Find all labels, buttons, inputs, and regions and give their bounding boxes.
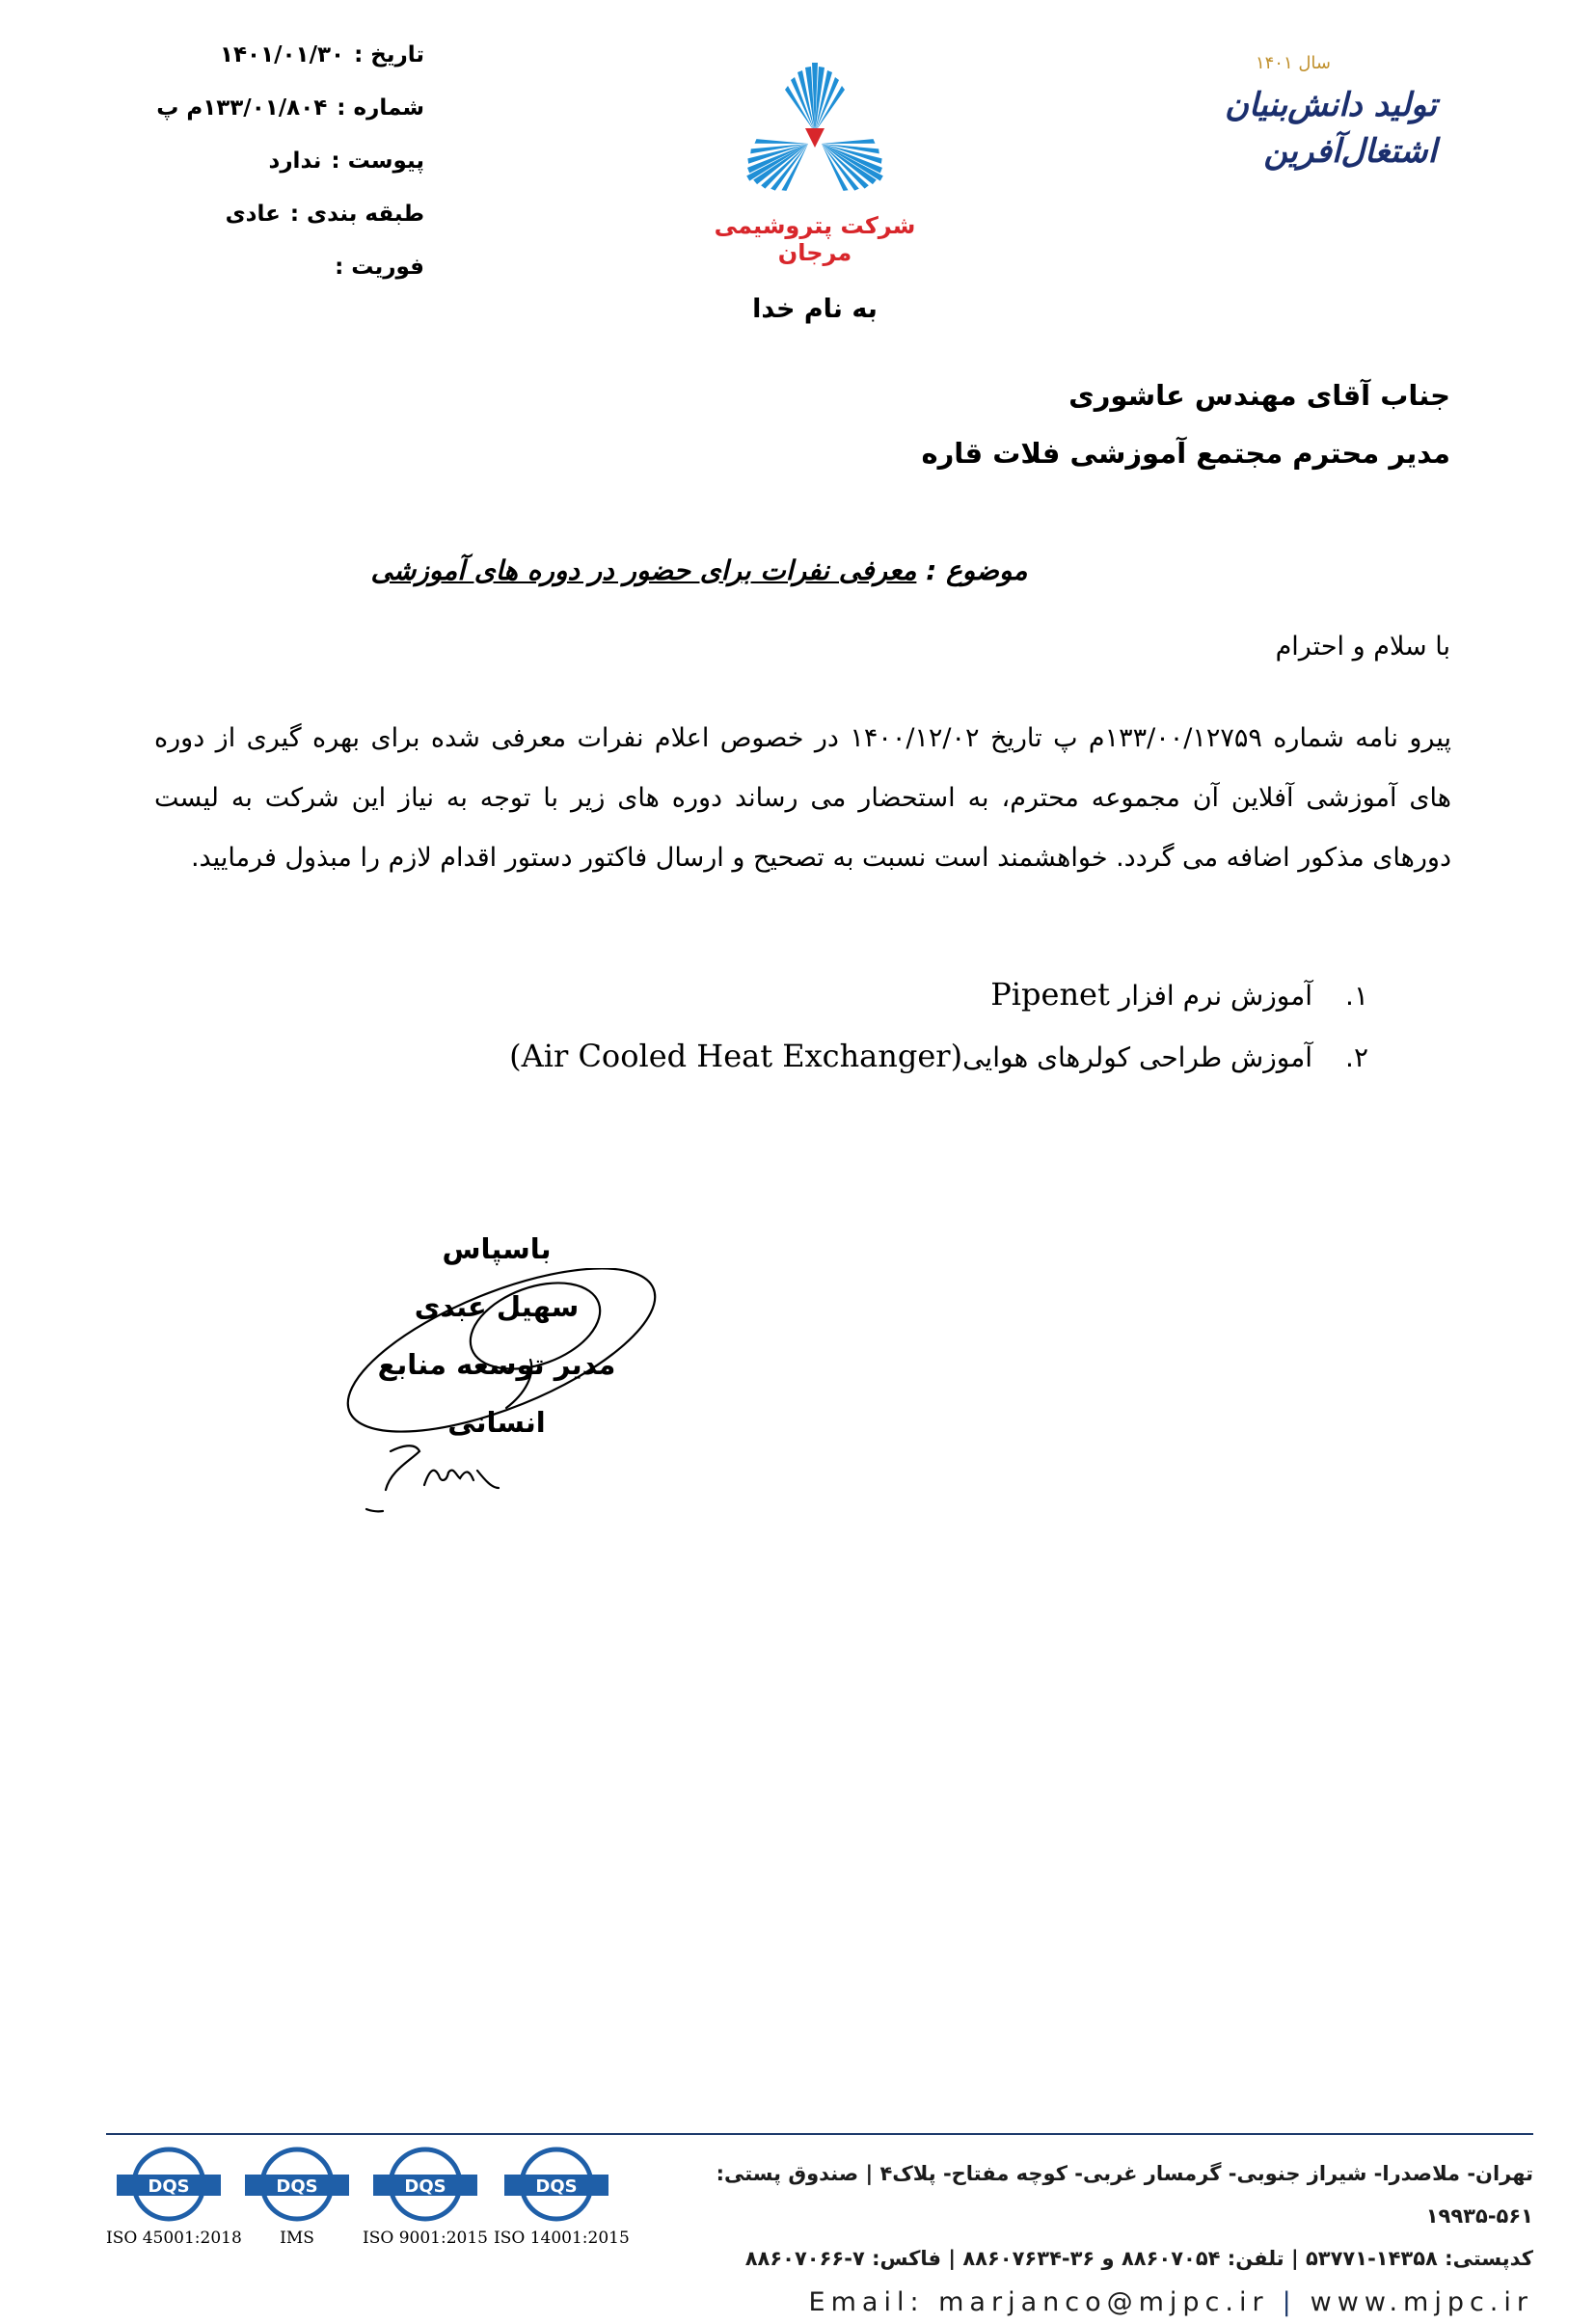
slogan-logo	[1196, 53, 1437, 222]
footer-address: تهران- ملاصدرا- شیراز جنوبی- گرمسار غربی- کوچه مفتاح- پلاک۴ | صندوق پستی: ۵۶۱-۱۹۹۳۵	[716, 2162, 1533, 2228]
footer-contact	[685, 2152, 1533, 2324]
dqs-cert-icon	[367, 2146, 483, 2223]
letter-meta	[156, 29, 424, 294]
addressee-title: مدیر محترم مجتمع آموزشی فلات قاره	[921, 437, 1450, 470]
cert-iso-45001	[106, 2146, 242, 2252]
addressee-name: جناب آقای مهندس عاشوری	[1068, 379, 1450, 412]
meta-number: شماره :۱۳۳/۰۱/۸۰۴م پ	[156, 95, 424, 121]
handwritten-signature-icon	[333, 1268, 661, 1528]
list-item	[308, 1026, 1368, 1088]
meta-urgency: فوریت :	[335, 255, 424, 280]
dqs-cert-icon	[499, 2146, 614, 2223]
cert-label: IMS	[280, 2229, 314, 2248]
cert-mark: DQS	[535, 2176, 578, 2197]
list-item-number: ۲.	[1345, 1041, 1368, 1073]
cert-label: ISO 14001:2015	[494, 2229, 630, 2248]
footer-website[interactable]: www.mjpc.ir	[1310, 2287, 1533, 2317]
slogan-text: تولید دانش‌بنیان اشتغال‌آفرین	[1224, 86, 1437, 171]
besmellah: به نام خدا	[752, 294, 878, 324]
company-logo	[694, 39, 935, 266]
addressee	[486, 366, 1450, 482]
footer-web	[685, 2282, 1533, 2324]
list-item-text: آموزش طراحی کولرهای هوایی	[962, 1041, 1312, 1073]
dqs-cert-icon	[239, 2146, 355, 2223]
course-list	[308, 964, 1368, 1088]
dqs-cert-icon	[111, 2146, 227, 2223]
cert-label: ISO 45001:2018	[106, 2229, 242, 2248]
list-item-number: ۱.	[1345, 980, 1368, 1012]
cert-iso-14001	[494, 2146, 630, 2252]
footer-separator: |	[1282, 2287, 1297, 2317]
signer-title: مدیر توسعه منابع انسانی	[377, 1348, 616, 1439]
body-paragraph: پیرو نامه شماره ۱۳۳/۰۰/۱۲۷۵۹م پ تاریخ ۱۴۰۰/۱۲/۰۲ در خصوص اعلام نفرات معرفی شده برای بهره گیری از دوره های آموزشی آفلاین آن مجموعه محترم، به استحضار می رساند دوره های زیر با توجه به نیاز این شرکت به لیست دورهای مذکور اضافه می گردد. خواهشمند است نسبت به تصحیح و ارسال فاکتور دستور اقدام لازم را مبذول فرمایید.	[154, 723, 1451, 873]
greeting: با سلام و احترام	[1275, 632, 1450, 662]
subject-value: معرفی نفرات برای حضور در دوره های آموزشی	[370, 554, 917, 586]
footer-email[interactable]: Email: marjanco@mjpc.ir	[808, 2287, 1269, 2317]
cert-mark: DQS	[148, 2176, 190, 2197]
meta-date: تاریخ :۱۴۰۱/۰۱/۳۰	[219, 42, 424, 68]
subject	[289, 554, 1109, 586]
company-logo-caption: شرکت پتروشیمی مرجان	[714, 212, 916, 266]
list-item-latin: Pipenet	[990, 976, 1110, 1013]
slogan-year: سال ۱۴۰۱	[1255, 53, 1331, 73]
meta-attachment: پیوست :ندارد	[268, 149, 424, 174]
cert-mark: DQS	[276, 2176, 318, 2197]
list-item-text: آموزش نرم افزار	[1118, 980, 1312, 1012]
cert-mark: DQS	[404, 2176, 446, 2197]
cert-iso-9001	[363, 2146, 488, 2252]
list-item-latin: (Air Cooled Heat Exchanger)	[509, 1038, 963, 1074]
meta-classification: طبقه بندی :عادی	[225, 202, 424, 227]
closing-thanks: باسپاس	[442, 1232, 552, 1265]
subject-label: موضوع :	[926, 554, 1028, 586]
signer-name: سهیل عبدی	[414, 1290, 580, 1323]
footer-divider	[106, 2133, 1533, 2135]
cert-label: ISO 9001:2015	[363, 2229, 488, 2248]
footer-phones: کدپستی: ۱۴۳۵۸-۵۳۷۷۱ | تلفن: ۸۸۶۰۷۰۵۴ و ۳۶-۸۸۶۰۷۶۳۴ | فاکس: ۷-۸۸۶۰۷۰۶۶	[744, 2247, 1533, 2270]
cert-ims	[234, 2146, 360, 2252]
list-item	[308, 964, 1368, 1026]
